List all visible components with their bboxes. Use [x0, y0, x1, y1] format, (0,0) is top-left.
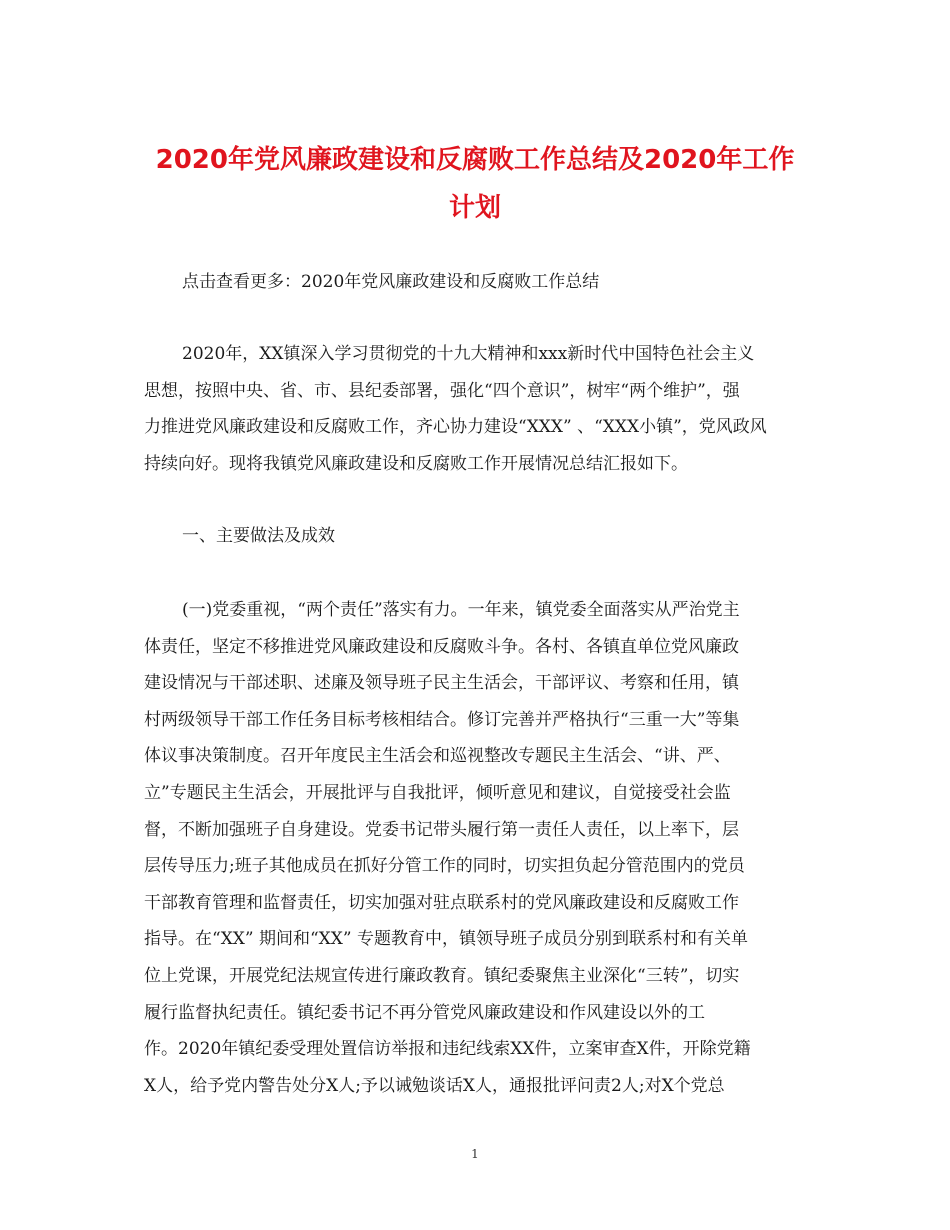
paragraph-line: 指导。在“XX” 期间和“XX” 专题教育中，镇领导班子成员分别到联系村和有关单: [144, 929, 748, 950]
paragraph-line: 2020年，XX镇深入学习贯彻党的十九大精神和xxx新时代中国特色社会主义: [182, 344, 755, 364]
paragraph-line: 力推进党风廉政建设和反腐败工作，齐心协力建设“XXX” 、“XXX小镇”，党风政风: [144, 417, 767, 438]
paragraph-line: 体议事决策制度。召开年度民主生活会和巡视整改专题民主生活会、“讲、严、: [144, 746, 731, 767]
intro-paragraph: [144, 336, 814, 482]
body-paragraph: [144, 592, 814, 1104]
paragraph-line: X人，给予党内警告处分X人;予以诫勉谈话X人，通报批评问责2人;对X个党总: [144, 1075, 725, 1096]
paragraph-line: 村两级领导干部工作任务目标考核相结合。修订完善并严格执行“三重一大”等集: [144, 709, 740, 730]
paragraph-line: 体责任，坚定不移推进党风廉政建设和反腐败斗争。各村、各镇直单位党风廉政: [144, 636, 739, 657]
paragraph-line: 建设情况与干部述职、述廉及领导班子民主生活会，干部评议、考察和任用，镇: [144, 673, 739, 694]
title-line: 计划: [448, 193, 501, 223]
paragraph-line: 层传导压力;班子其他成员在抓好分管工作的同时，切实担负起分管范围内的党员: [144, 856, 745, 877]
paragraph-line: 履行监督执纪责任。镇纪委书记不再分管党风廉政建设和作风建设以外的工: [144, 1002, 705, 1023]
paragraph-line: 作。2020年镇纪委受理处置信访举报和违纪线索XX件，立案审查X件，开除党籍: [144, 1039, 751, 1060]
section-heading-text: 一、主要做法及成效: [182, 526, 335, 546]
paragraph-line: 位上党课，开展党纪法规宣传进行廉政教育。镇纪委聚焦主业深化“三转”，切实: [144, 965, 740, 986]
paragraph-line: 思想，按照中央、省、市、县纪委部署，强化“四个意识”，树牢“两个维护”，强: [144, 380, 740, 401]
more-link-text[interactable]: 点击查看更多：2020年党风廉政建设和反腐败工作总结: [182, 272, 600, 292]
title-line: 2020年党风廉政建设和反腐败工作总结及2020年工作: [155, 145, 795, 175]
paragraph-line: 干部教育管理和监督责任，切实加强对驻点联系村的党风廉政建设和反腐败工作: [144, 892, 739, 913]
paragraph-line: (一)党委重视，“两个责任”落实有力。一年来，镇党委全面落实从严治党主: [182, 600, 740, 620]
paragraph-line: 立”专题民主生活会，开展批评与自我批评，倾听意见和建议，自觉接受社会监: [144, 782, 731, 803]
document-title: [130, 136, 820, 232]
more-link[interactable]: [144, 264, 852, 301]
page-number: 1: [471, 1147, 479, 1161]
paragraph-line: 督，不断加强班子自身建设。党委书记带头履行第一责任人责任，以上率下，层: [144, 819, 739, 840]
section-heading: [144, 518, 852, 555]
paragraph-line: 持续向好。现将我镇党风廉政建设和反腐败工作开展情况总结汇报如下。: [144, 453, 688, 474]
